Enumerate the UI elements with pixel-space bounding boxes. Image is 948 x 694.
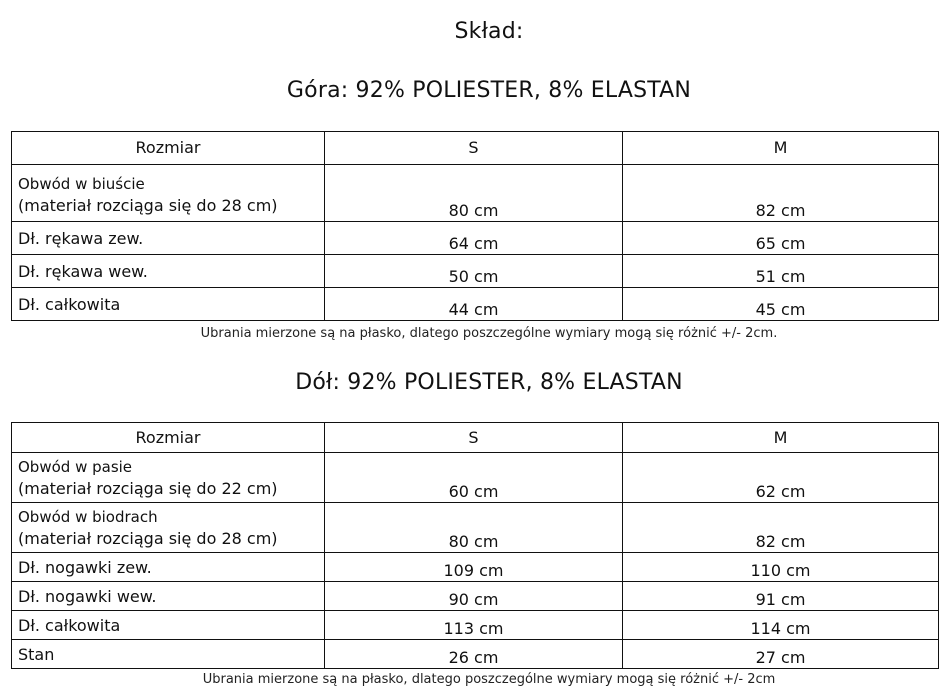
table-row (12, 582, 939, 611)
row-label (12, 255, 325, 288)
row-label-main: Dł. całkowita (18, 295, 121, 314)
row-label (12, 611, 325, 640)
value-s: 50 cm (325, 255, 623, 288)
page-title: Skład: (454, 19, 524, 44)
row-label-main: Dł. nogawki wew. (18, 587, 157, 606)
row-label-main: Dł. rękawa wew. (18, 262, 148, 281)
row-label-main: Dł. rękawa zew. (18, 229, 144, 248)
row-label (12, 503, 325, 553)
value-s: 64 cm (325, 222, 623, 255)
header-size-m: M (623, 423, 939, 453)
table-header-row (12, 423, 939, 453)
table-row (12, 165, 939, 222)
row-label (12, 582, 325, 611)
table-row (12, 640, 939, 669)
header-size-s: S (325, 132, 623, 165)
bottom-size-table (11, 422, 939, 669)
value-m: 27 cm (623, 640, 939, 669)
value-m: 51 cm (623, 255, 939, 288)
top-size-table (11, 131, 939, 321)
row-label (12, 640, 325, 669)
value-s: 109 cm (325, 553, 623, 582)
top-section-title: Góra: 92% POLIESTER, 8% ELASTAN (286, 78, 692, 103)
table-row (12, 222, 939, 255)
value-m: 62 cm (623, 453, 939, 503)
row-label (12, 453, 325, 503)
value-m: 82 cm (623, 165, 939, 222)
table-row (12, 288, 939, 321)
bottom-section-title: Dół: 92% POLIESTER, 8% ELASTAN (295, 370, 683, 395)
value-m: 82 cm (623, 503, 939, 553)
table-row (12, 611, 939, 640)
row-label-main: Obwód w pasie (18, 458, 133, 476)
value-s: 113 cm (325, 611, 623, 640)
value-m: 114 cm (623, 611, 939, 640)
header-size-label: Rozmiar (12, 423, 325, 453)
row-label (12, 222, 325, 255)
value-m: 45 cm (623, 288, 939, 321)
row-label (12, 165, 325, 222)
row-label-main: Obwód w biodrach (18, 508, 158, 526)
header-size-label: Rozmiar (12, 132, 325, 165)
row-label-main: Stan (18, 645, 55, 664)
table-row (12, 503, 939, 553)
header-size-s: S (325, 423, 623, 453)
row-label (12, 288, 325, 321)
row-label-note: (materiał rozciąga się do 22 cm) (18, 479, 278, 498)
value-m: 65 cm (623, 222, 939, 255)
value-s: 80 cm (325, 165, 623, 222)
table-row (12, 453, 939, 503)
value-s: 90 cm (325, 582, 623, 611)
value-s: 60 cm (325, 453, 623, 503)
table-row (12, 553, 939, 582)
table-header-row (12, 132, 939, 165)
row-label-main: Dł. nogawki zew. (18, 558, 152, 577)
value-s: 80 cm (325, 503, 623, 553)
row-label-note: (materiał rozciąga się do 28 cm) (18, 196, 278, 215)
row-label-main: Dł. całkowita (18, 616, 121, 635)
measurement-note: Ubrania mierzone są na płasko, dlatego poszczególne wymiary mogą się różnić +/- 2cm. (200, 326, 778, 341)
value-m: 110 cm (623, 553, 939, 582)
value-s: 26 cm (325, 640, 623, 669)
measurement-note: Ubrania mierzone są na płasko, dlatego poszczególne wymiary mogą się różnić +/- 2cm (202, 672, 776, 687)
row-label (12, 553, 325, 582)
table-row (12, 255, 939, 288)
header-size-m: M (623, 132, 939, 165)
row-label-main: Obwód w biuście (18, 175, 145, 193)
row-label-note: (materiał rozciąga się do 28 cm) (18, 529, 278, 548)
value-m: 91 cm (623, 582, 939, 611)
value-s: 44 cm (325, 288, 623, 321)
